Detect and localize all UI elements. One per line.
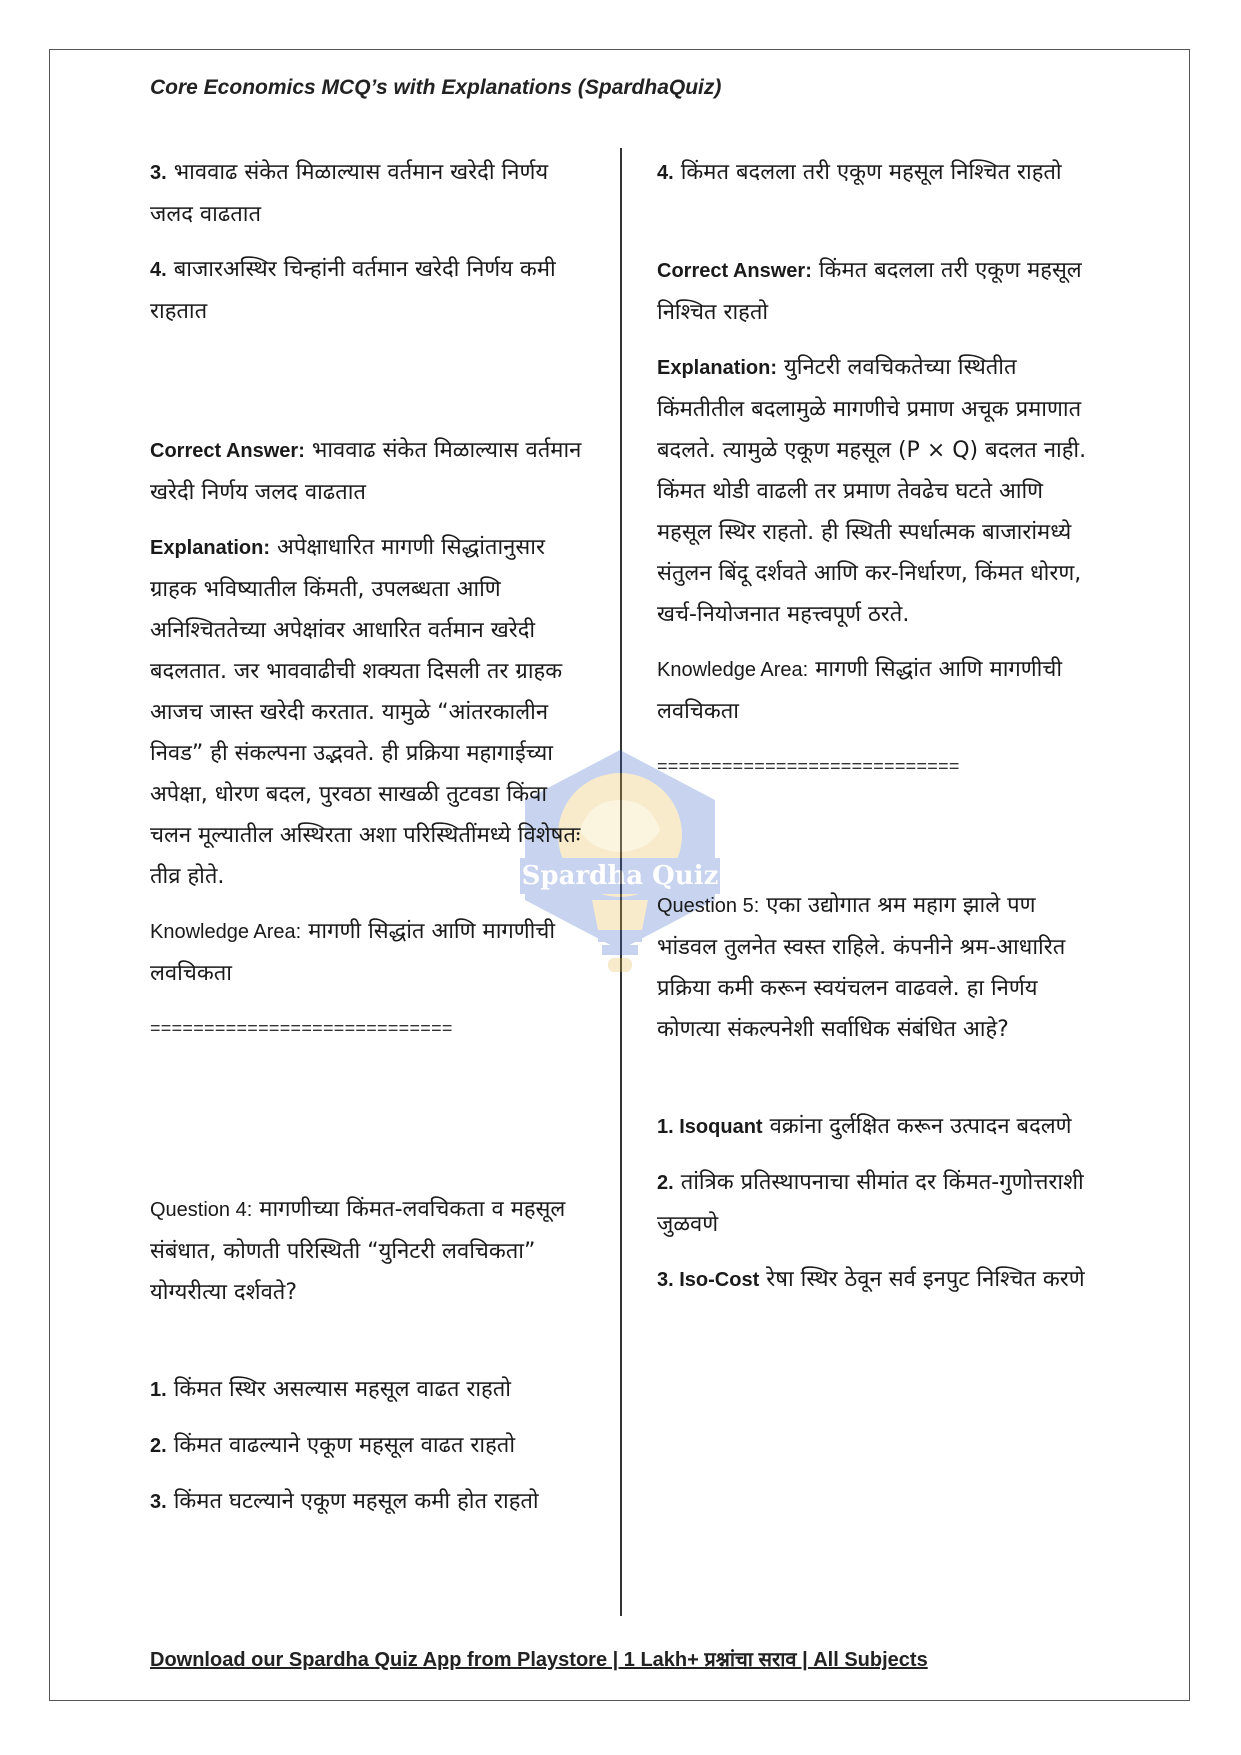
right-column <box>657 152 1097 1315</box>
page-header: Core Economics MCQ’s with Explanations (SpardhaQuiz) <box>150 76 722 99</box>
footer-download-link[interactable]: Download our Spardha Quiz App from Playstore | 1 Lakh+ प्रश्नांचा सराव | All Subjects <box>150 1649 928 1671</box>
correct-answer: Correct Answer: भाववाढ संकेत मिळाल्यास वर्तमान खरेदी निर्णय जलद वाढतात <box>150 438 582 505</box>
explanation: Explanation: अपेक्षाधारित मागणी सिद्धांतानुसार ग्राहक भविष्यातील किंमती, उपलब्धता आणि अनिश्चिततेच्या अपेक्षांवर आधारित वर्तमान खरेदी बदलतात. जर भाववाढीची शक्यता दिसली तर ग्राहक आजच जास्त खरेदी करतात. यामुळे “आंतरकालीन निवड” ही संकल्पना उद्भवते. ही प्रक्रिया महागाईच्या अपेक्षा, धोरण बदल, पुरवठा साखळी तुटवडा किंवा चलन मूल्यातील अस्थिरता अशा परिस्थितींमध्ये विशेषतः तीव्र होते. <box>150 535 581 889</box>
knowledge-area: Knowledge Area: मागणी सिद्धांत आणि मागणीची लवचिकता <box>657 657 1063 724</box>
option-3: 3. भाववाढ संकेत मिळाल्यास वर्तमान खरेदी निर्णय जलद वाढतात <box>150 160 549 227</box>
left-column <box>150 152 590 1537</box>
explanation: Explanation: युनिटरी लवचिकतेच्या स्थितीत किंमतीतील बदलामुळे मागणीचे प्रमाण अचूक प्रमाणात बदलते. त्यामुळे एकूण महसूल (P × Q) बदलत नाही. किंमत थोडी वाढली तर प्रमाण तेवढेच घटते आणि महसूल स्थिर राहतो. ही स्थिती स्पर्धात्मक बाजारांमध्ये संतुलन बिंदू दर्शवते आणि कर-निर्धारण, किंमत धोरण, खर्च-नियोजनात महत्त्वपूर्ण ठरते. <box>657 355 1087 627</box>
q4-option-1: 1. किंमत स्थिर असल्यास महसूल वाढत राहतो <box>150 1377 511 1402</box>
question-4: Question 4: मागणीच्या किंमत-लवचिकता व महसूल संबंधात, कोणती परिस्थिती “युनिटरी लवचिकता” योग्यरीत्या दर्शवते? <box>150 1197 566 1305</box>
question-5: Question 5: एका उद्योगात श्रम महाग झाले पण भांडवल तुलनेत स्वस्त राहिले. कंपनीने श्रम-आधारित प्रक्रिया कमी करून स्वयंचलन वाढवले. हा निर्णय कोणत्या संकल्पनेशी सर्वाधिक संबंधित आहे? <box>657 893 1066 1042</box>
q4-option-2: 2. किंमत वाढल्याने एकूण महसूल वाढत राहतो <box>150 1433 516 1458</box>
watermark-text: Spardha Quiz <box>521 861 719 891</box>
separator-line: ============================ <box>657 756 960 776</box>
correct-answer: Correct Answer: किंमत बदलला तरी एकूण महसूल निश्चित राहतो <box>657 258 1082 325</box>
separator-line: ============================ <box>150 1018 453 1038</box>
option-4: 4. बाजारअस्थिर चिन्हांनी वर्तमान खरेदी निर्णय कमी राहतात <box>150 257 556 324</box>
q5-option-1: 1. Isoquant वक्रांना दुर्लक्षित करून उत्पादन बदलणे <box>657 1114 1072 1139</box>
q5-option-2: 2. तांत्रिक प्रतिस्थापनाचा सीमांत दर किंमत-गुणोत्तराशी जुळवणे <box>657 1170 1084 1237</box>
q5-option-3: 3. Iso-Cost रेषा स्थिर ठेवून सर्व इनपुट निश्चित करणे <box>657 1267 1085 1292</box>
q4-option-3: 3. किंमत घटल्याने एकूण महसूल कमी होत राहतो <box>150 1489 539 1514</box>
q4-option-4: 4. किंमत बदलला तरी एकूण महसूल निश्चित राहतो <box>657 160 1062 185</box>
knowledge-area: Knowledge Area: मागणी सिद्धांत आणि मागणीची लवचिकता <box>150 919 556 986</box>
